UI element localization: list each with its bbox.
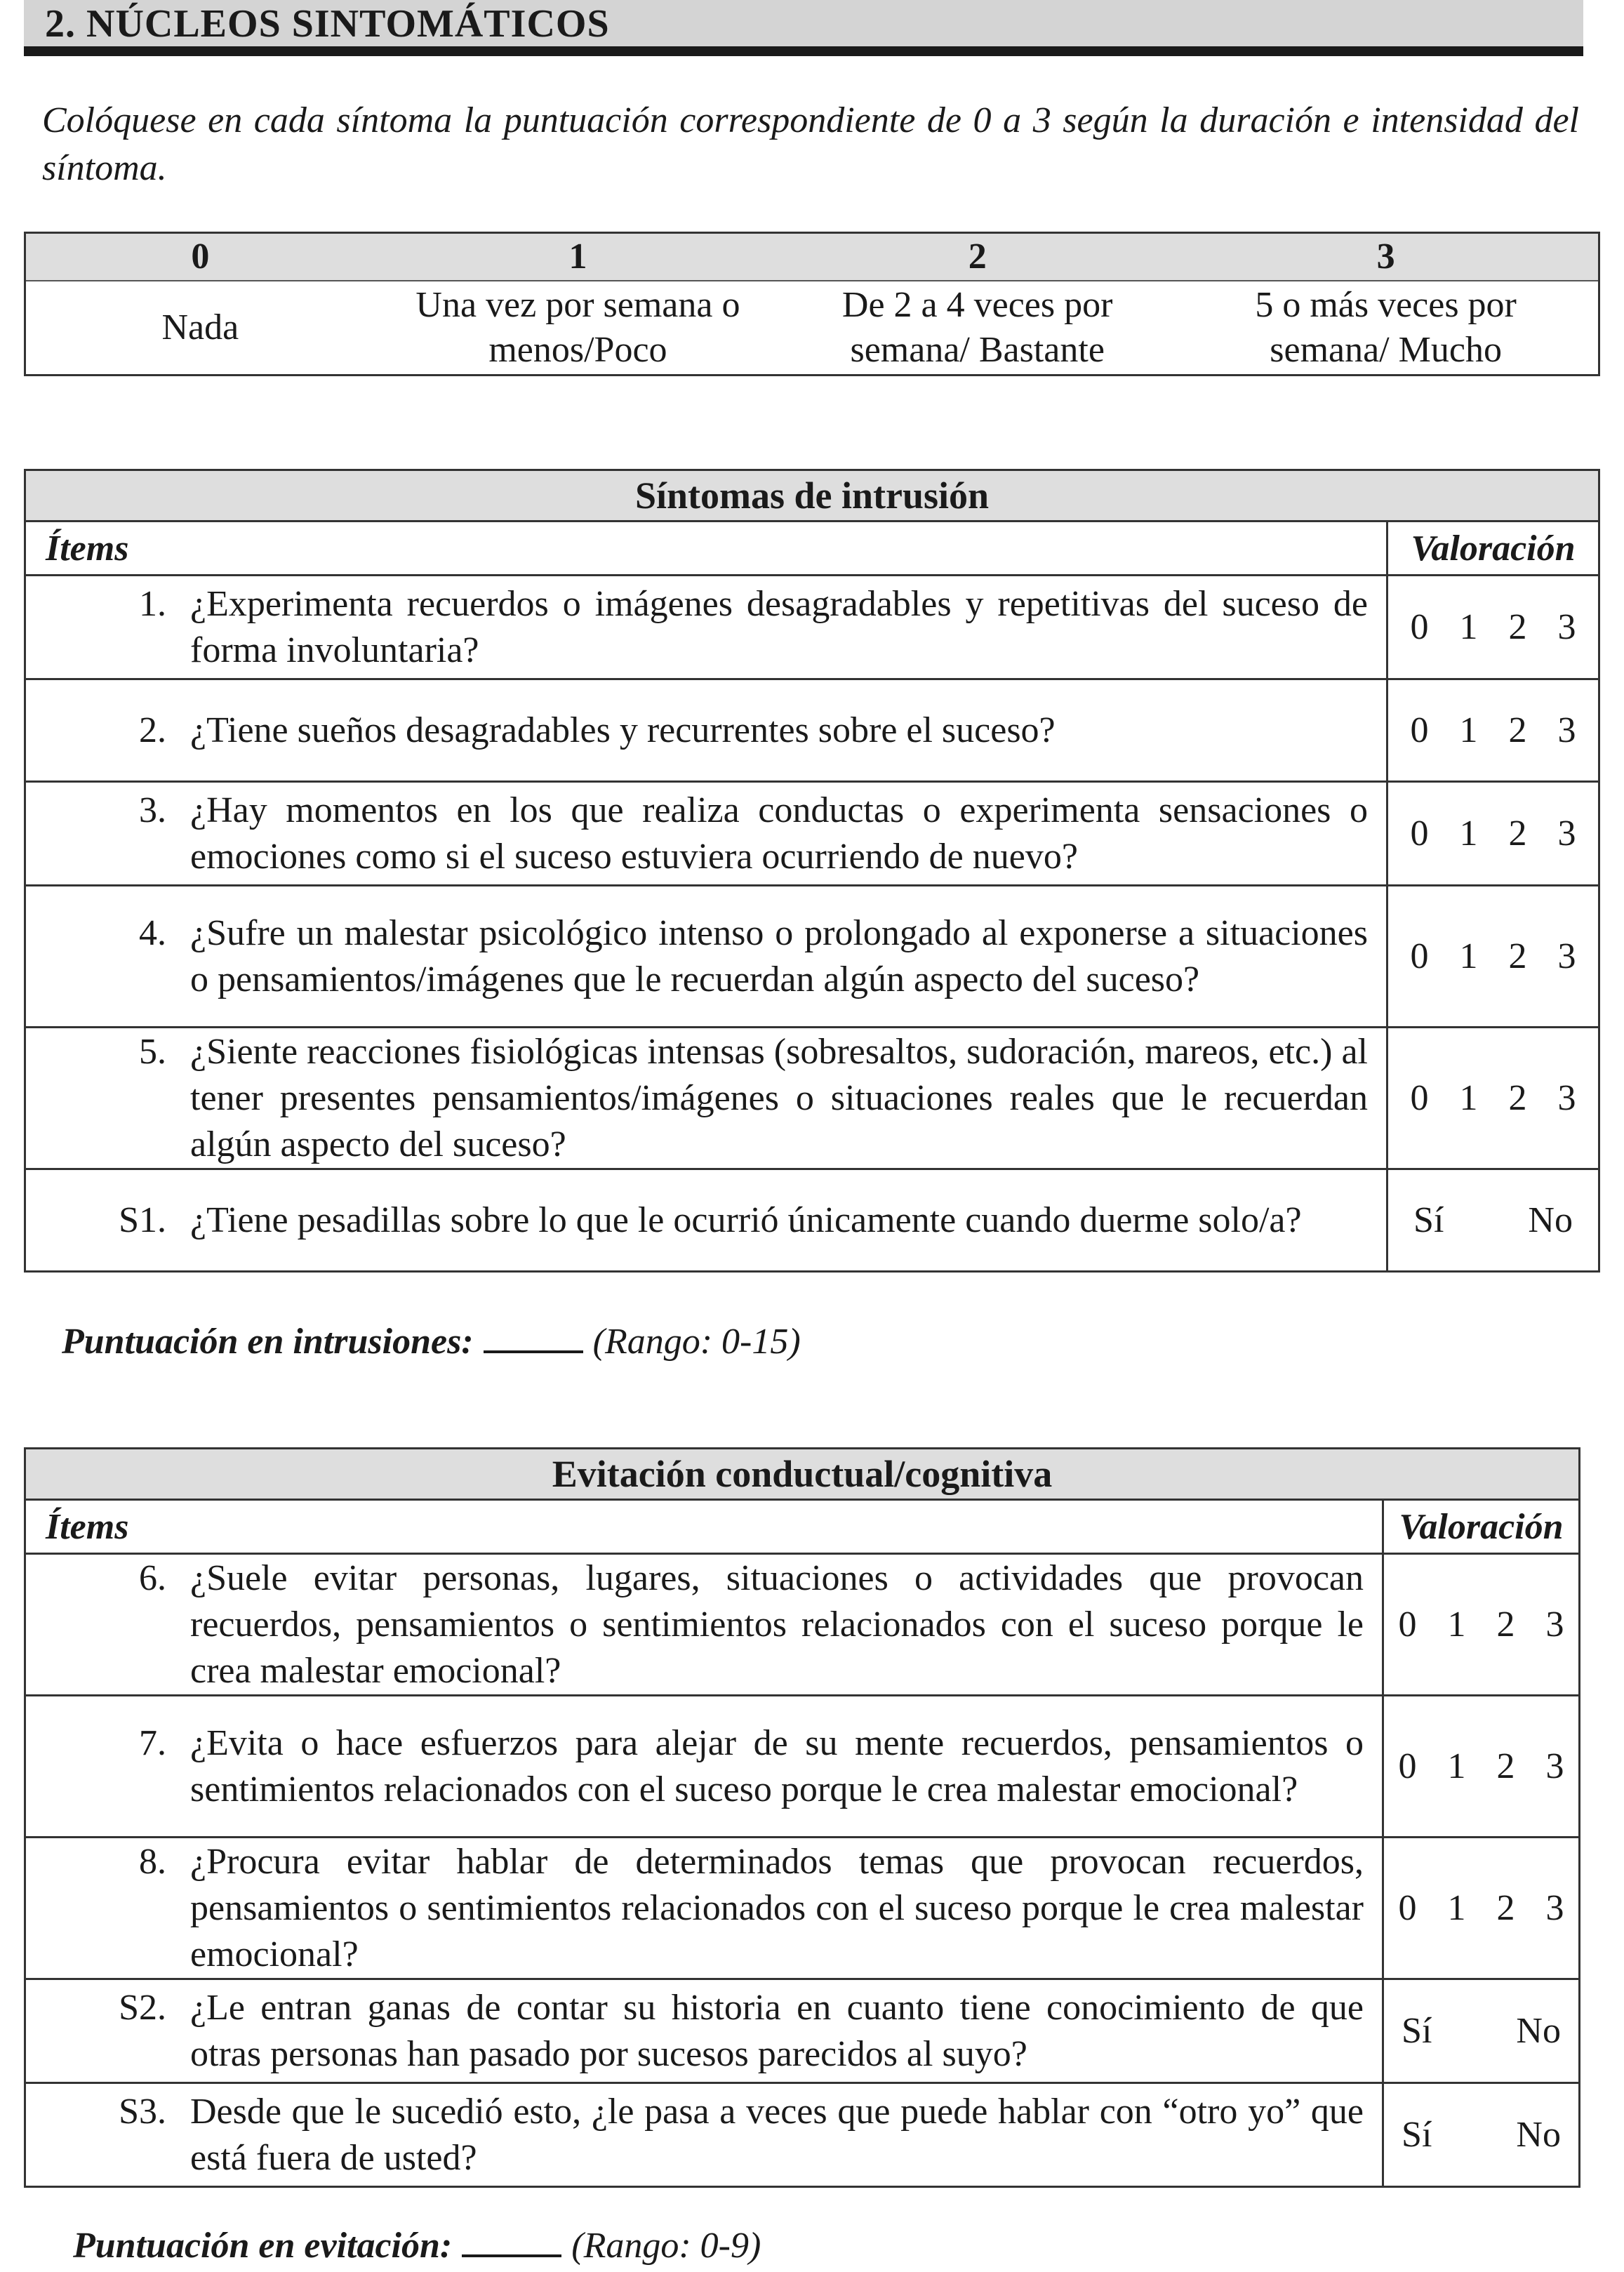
item-cell: [25, 1028, 1387, 1169]
scale-values-row: [25, 233, 1599, 281]
scale-description: Una vez por semana o menos/Poco: [415, 285, 740, 370]
item-number: 8.: [139, 1841, 166, 1882]
rating-option[interactable]: 3: [1557, 1078, 1576, 1118]
item-number: 7.: [139, 1722, 166, 1763]
item-text: ¿Suele evitar personas, lugares, situaciones o actividades que provocan recuerdos, pensamientos o sentimientos relacionados con el suceso porque le crea malestar emocional?: [190, 1557, 1364, 1691]
rating-option[interactable]: 2: [1496, 1605, 1515, 1645]
rating-option[interactable]: 1: [1459, 607, 1478, 647]
item-cell: [25, 2083, 1383, 2187]
rating-option[interactable]: 3: [1557, 813, 1576, 853]
rating-option[interactable]: 3: [1557, 710, 1576, 750]
items-header: Ítems: [25, 522, 1387, 576]
item-number: 6.: [139, 1557, 166, 1598]
item-number: 5.: [139, 1031, 166, 1072]
rating-header: Valoración: [1383, 1500, 1580, 1554]
rating-option[interactable]: 1: [1447, 1746, 1466, 1786]
rating-option[interactable]: 0: [1410, 813, 1429, 853]
rating-option[interactable]: 1: [1447, 1888, 1466, 1928]
item-row: [25, 1554, 1580, 1696]
rating-option[interactable]: 1: [1459, 710, 1478, 750]
yes-no-options[interactable]: [1387, 1169, 1599, 1272]
rating-header: Valoración: [1387, 522, 1599, 576]
rating-options[interactable]: [1383, 1554, 1580, 1696]
item-row: [25, 1028, 1599, 1169]
item-cell: [25, 886, 1387, 1028]
item-number: 4.: [139, 912, 166, 953]
rating-option[interactable]: 3: [1545, 1605, 1564, 1645]
rating-option[interactable]: 1: [1459, 936, 1478, 976]
rating-option[interactable]: 0: [1410, 1078, 1429, 1118]
yes-option[interactable]: Sí: [1402, 2011, 1432, 2051]
section-header: [24, 0, 1583, 56]
item-row: [25, 886, 1599, 1028]
item-number: S3.: [119, 2091, 166, 2132]
item-text: ¿Siente reacciones fisiológicas intensas (sobresaltos, sudoración, mareos, etc.) al tener presentes pensamientos/imágenes o situaciones reales que le recuerdan algún aspecto del suceso?: [190, 1031, 1368, 1164]
scale-descriptions-row: [25, 281, 1599, 376]
item-text: ¿Le entran ganas de contar su historia en cuanto tiene conocimiento de que otras personas han pasado por sucesos parecidos al suyo?: [190, 1987, 1364, 2074]
rating-options[interactable]: [1387, 782, 1599, 886]
yes-no-options[interactable]: [1383, 2083, 1580, 2187]
rating-option[interactable]: 1: [1447, 1605, 1466, 1645]
item-row: [25, 782, 1599, 886]
item-row: [25, 1979, 1580, 2083]
rating-option[interactable]: 2: [1508, 710, 1527, 750]
table-title: Evitación conductual/cognitiva: [25, 1449, 1580, 1500]
item-row: [25, 1696, 1580, 1838]
score-range: (Rango: 0-9): [571, 2226, 761, 2266]
no-option[interactable]: No: [1528, 1200, 1573, 1240]
item-number: 2.: [139, 710, 166, 750]
rating-option[interactable]: 0: [1398, 1888, 1417, 1928]
score-label: Puntuación en intrusiones:: [62, 1322, 474, 1362]
rating-option[interactable]: 1: [1459, 813, 1478, 853]
scale-value: 0: [25, 233, 375, 281]
rating-options[interactable]: [1387, 1028, 1599, 1169]
item-row: [25, 1838, 1580, 1979]
item-text: ¿Hay momentos en los que realiza conductas o experimenta sensaciones o emociones como si el suceso estuviera ocurriendo de nuevo?: [190, 790, 1368, 877]
item-row: [25, 576, 1599, 679]
section-title: 2. NÚCLEOS SINTOMÁTICOS: [45, 2, 610, 46]
rating-option[interactable]: 3: [1557, 936, 1576, 976]
rating-option[interactable]: 0: [1398, 1605, 1417, 1645]
rating-option[interactable]: 2: [1508, 1078, 1527, 1118]
rating-scale-table: [24, 232, 1600, 376]
score-blank[interactable]: [484, 1322, 583, 1353]
table-title: Síntomas de intrusión: [25, 470, 1599, 522]
item-cell: [25, 576, 1387, 679]
item-cell: [25, 782, 1387, 886]
rating-option[interactable]: 2: [1508, 936, 1527, 976]
rating-option[interactable]: 0: [1398, 1746, 1417, 1786]
rating-options[interactable]: [1383, 1696, 1580, 1838]
no-option[interactable]: No: [1516, 2115, 1561, 2155]
item-row: [25, 2083, 1580, 2187]
rating-option[interactable]: 0: [1410, 936, 1429, 976]
item-text: ¿Tiene sueños desagradables y recurrentes sobre el suceso?: [190, 710, 1056, 750]
item-text: ¿Experimenta recuerdos o imágenes desagradables y repetitivas del suceso de forma involuntaria?: [190, 583, 1368, 670]
rating-option[interactable]: 3: [1557, 607, 1576, 647]
scale-value: 3: [1173, 233, 1599, 281]
no-option[interactable]: No: [1516, 2011, 1561, 2051]
rating-option[interactable]: 2: [1508, 607, 1527, 647]
score-label: Puntuación en evitación:: [73, 2226, 453, 2266]
item-cell: [25, 1554, 1383, 1696]
rating-option[interactable]: 0: [1410, 607, 1429, 647]
rating-options[interactable]: [1387, 886, 1599, 1028]
item-text: ¿Sufre un malestar psicológico intenso o prolongado al exponerse a situaciones o pensamientos/imágenes que le recuerdan algún aspecto del suceso?: [190, 912, 1368, 999]
yes-option[interactable]: Sí: [1402, 2115, 1432, 2155]
item-text: Desde que le sucedió esto, ¿le pasa a veces que puede hablar con “otro yo” que está fuera de usted?: [190, 2091, 1364, 2178]
item-text: ¿Tiene pesadillas sobre lo que le ocurrió únicamente cuando duerme solo/a?: [190, 1200, 1302, 1240]
item-text: ¿Evita o hace esfuerzos para alejar de su mente recuerdos, pensamientos o sentimientos relacionados con el suceso porque le crea malestar emocional?: [190, 1722, 1364, 1809]
score-blank[interactable]: [462, 2226, 561, 2257]
item-cell: [25, 1979, 1383, 2083]
rating-option[interactable]: 3: [1545, 1746, 1564, 1786]
rating-option[interactable]: 2: [1508, 813, 1527, 853]
yes-option[interactable]: Sí: [1413, 1200, 1444, 1240]
yes-no-options[interactable]: [1383, 1979, 1580, 2083]
item-row: [25, 679, 1599, 782]
rating-options[interactable]: [1383, 1838, 1580, 1979]
item-number: S2.: [119, 1987, 166, 2028]
item-cell: [25, 1838, 1383, 1979]
rating-options[interactable]: [1387, 679, 1599, 782]
instructions: Colóquese en cada síntoma la puntuación correspondiente de 0 a 3 según la duración e intensidad del síntoma.: [42, 100, 1579, 188]
scale-description: 5 o más veces por semana/ Mucho: [1255, 285, 1517, 370]
item-number: 1.: [139, 583, 166, 624]
rating-option[interactable]: 2: [1496, 1888, 1515, 1928]
item-cell: [25, 679, 1387, 782]
intrusion-score: [62, 1321, 801, 1362]
item-number: 3.: [139, 790, 166, 830]
item-text: ¿Procura evitar hablar de determinados temas que provocan recuerdos, pensamientos o sentimientos relacionados con el suceso porque le crea malestar emocional?: [190, 1841, 1364, 1974]
intrusion-table: [24, 469, 1600, 1273]
rating-option[interactable]: 2: [1496, 1746, 1515, 1786]
item-row: [25, 1169, 1599, 1272]
rating-options[interactable]: [1387, 576, 1599, 679]
scale-value: 2: [781, 233, 1173, 281]
item-cell: [25, 1696, 1383, 1838]
item-cell: [25, 1169, 1387, 1272]
score-range: (Rango: 0-15): [592, 1322, 801, 1362]
avoidance-score: [73, 2225, 761, 2266]
rating-option[interactable]: 0: [1410, 710, 1429, 750]
scale-value: 1: [375, 233, 781, 281]
scale-description: De 2 a 4 veces por semana/ Bastante: [841, 285, 1113, 370]
items-header: Ítems: [25, 1500, 1383, 1554]
rating-option[interactable]: 1: [1459, 1078, 1478, 1118]
avoidance-table: [24, 1447, 1580, 2188]
rating-option[interactable]: 3: [1545, 1888, 1564, 1928]
scale-description: Nada: [161, 307, 239, 347]
item-number: S1.: [119, 1200, 166, 1240]
